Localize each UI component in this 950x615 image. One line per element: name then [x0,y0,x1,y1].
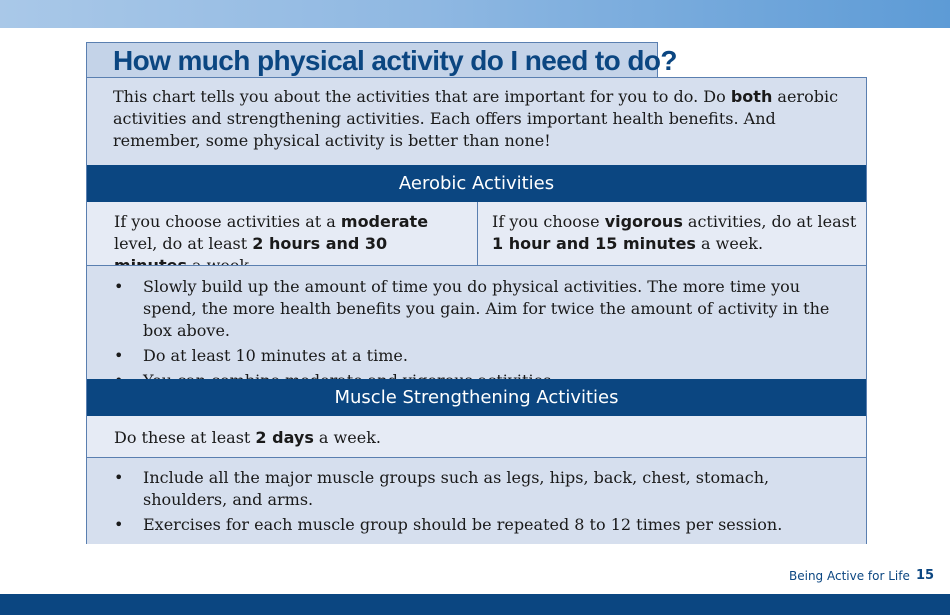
bullet-icon: • [114,277,124,296]
bullet-icon: • [114,515,124,534]
muscle-header: Muscle Strengthening Activities [87,379,866,416]
list-item [114,345,844,367]
intro-text-part-2: aerobic activities and strengthening activities. Each offers important health benefits. And remember, some physical activity is better than none! [113,87,839,150]
moderate-bold-duration: 2 hours and 30 [252,234,388,253]
vigorous-bold-duration: 1 hour and 15 minutes [492,234,696,253]
page-title: How much physical activity do I need to do? [113,45,677,76]
aerobic-tips-section [87,265,866,380]
list-item [114,514,844,536]
intro-section [87,78,866,165]
vigorous-text-part-1: If you choose [492,212,605,231]
vigorous-bold-level: vigorous [604,212,683,231]
intro-text-part-1: This chart tells you about the activities that are important for you to do. Do [113,87,731,106]
vigorous-text-part-3: a week. [695,234,764,253]
muscle-text-part-2: a week. [313,428,381,447]
muscle-requirement-row [87,416,866,457]
top-decorative-band [0,0,950,28]
vigorous-activity-cell [478,202,866,265]
list-item [114,467,844,511]
aerobic-header: Aerobic Activities [87,165,866,202]
vigorous-text [492,211,862,255]
vigorous-text-part-2: activities, do at least [682,212,857,231]
moderate-activity-cell [87,202,478,265]
muscle-tips-list [114,467,844,539]
muscle-requirement-text [114,427,381,449]
bullet-icon: • [114,468,124,487]
bottom-decorative-band [0,594,950,615]
list-item-text: Exercises for each muscle group should be repeated 8 to 12 times per session. [143,515,783,534]
aerobic-tips-list [114,276,844,395]
intro-bold-both: both [730,87,773,106]
muscle-text-part-1: Do these at least [114,428,256,447]
list-item-text: Slowly build up the amount of time you do physical activities. The more time you spend, the more health benefits you gain. Aim for twice the amount of activity in the box above. [143,277,830,340]
title-box [86,42,677,77]
list-item [114,276,844,342]
footer-running-title: Being Active for Life [789,569,910,583]
list-item-text: Include all the major muscle groups such as legs, hips, back, chest, stomach, shoulders, and arms. [143,468,770,509]
moderate-text-part-2: level, do at least [114,234,253,253]
moderate-bold-level: moderate [340,212,429,231]
muscle-tips-section [87,457,866,544]
page-number: 15 [916,568,935,583]
bullet-icon: • [114,346,124,365]
muscle-bold-days: 2 days [255,428,314,447]
activity-chart-panel [86,77,867,544]
list-item-text: Do at least 10 minutes at a time. [143,346,408,365]
moderate-text-part-1: If you choose activities at a [114,212,341,231]
intro-text [113,86,853,152]
